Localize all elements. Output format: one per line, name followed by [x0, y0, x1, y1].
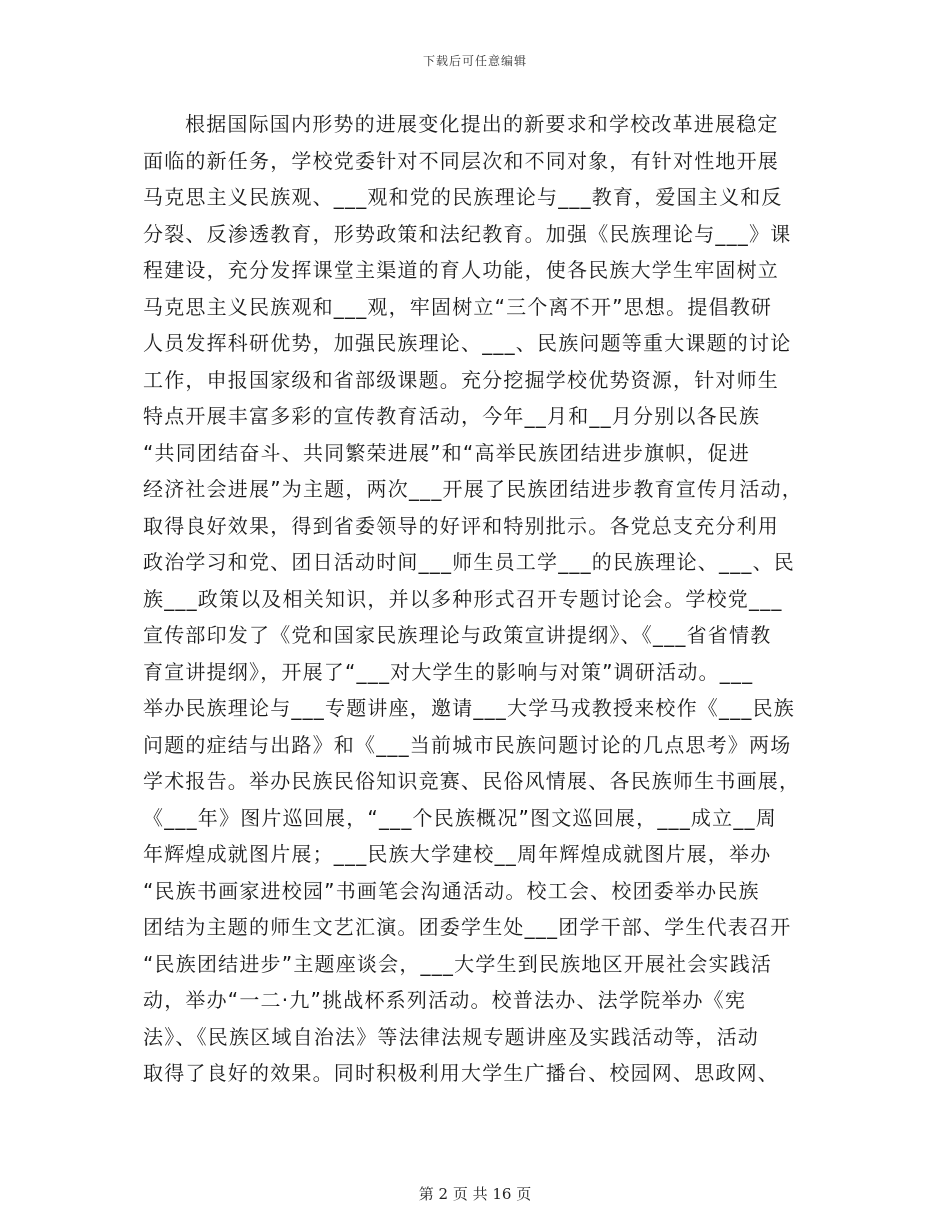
text-line: “共同团结奋斗、共同繁荣进展”和“高举民族团结进步旗帜，促进	[143, 440, 751, 465]
text-line: 分裂、反渗透教育，形势政策和法纪教育。加强《民族理论与___》课	[143, 221, 792, 246]
text-line: “民族团结进步”主题座谈会，___大学生到民族地区开展社会实践活	[143, 951, 773, 976]
text-line: 经济社会进展”为主题，两次___开展了民族团结进步教育宣传月活动，	[143, 477, 803, 501]
text-line: 《___年》图片巡回展，“___个民族概况”图文巡回展，___成立__周	[143, 805, 777, 830]
text-line: 团结为主题的师生文艺汇演。团委学生处___团学干部、学生代表召开	[143, 915, 792, 939]
text-line: 学术报告。举办民族民俗知识竞赛、民俗风情展、各民族师生书画展，	[143, 769, 801, 793]
text-line: 宣传部印发了《党和国家民族理论与政策宣讲提纲》、《___省省情教	[143, 623, 772, 647]
text-line: 问题的症结与出路》和《___当前城市民族问题讨论的几点思考》两场	[143, 732, 792, 757]
text-line: 动，举办“一二·九”挑战杯系列活动。校普法办、法学院举办《宪	[143, 988, 747, 1012]
text-line: 年辉煌成就图片展；___民族大学建校__周年辉煌成就图片展，举办	[143, 842, 772, 866]
text-line: 面临的新任务，学校党委针对不同层次和不同对象，有针对性地开展	[143, 148, 779, 173]
text-line: 取得良好效果，得到省委领导的好评和特别批示。各党总支充分利用	[143, 513, 779, 538]
text-line: 特点开展丰富多彩的宣传教育活动，今年__月和__月分别以各民族	[143, 404, 761, 428]
body-paragraph	[143, 106, 823, 1092]
text-line: 马克思主义民族观、___观和党的民族理论与___教育，爱国主义和反	[143, 185, 783, 209]
text-line: “民族书画家进校园”书画笔会沟通活动。校工会、校团委举办民族	[143, 878, 760, 903]
text-line: 人员发挥科研优势，加强民族理论、___、民族问题等重大课题的讨论	[143, 331, 792, 355]
text-line: 马克思主义民族观和___观，牢固树立“三个离不开”思想。提倡教研	[143, 294, 773, 319]
text-line: 程建设，充分发挥课堂主渠道的育人功能，使各民族大学生牢固树立	[143, 258, 779, 282]
text-line: 法》、《民族区域自治法》等法律法规专题讲座及实践活动等，活动	[143, 1024, 759, 1049]
text-line: 育宣讲提纲》，开展了“___对大学生的影响与对策”调研活动。___	[143, 659, 754, 684]
page-number: 第 2 页 共 16 页	[418, 1185, 532, 1203]
text-line: 工作，申报国家级和省部级课题。充分挖掘学校优势资源，针对师生	[143, 367, 779, 392]
text-line: 举办民族理论与___专题讲座，邀请___大学马戎教授来校作《___民族	[143, 696, 795, 720]
text-line: 族___政策以及相关知识，并以多种形式召开专题讨论会。学校党___	[143, 586, 783, 611]
text-line: 取得了良好的效果。同时积极利用大学生广播台、校园网、思政网、	[143, 1061, 779, 1085]
text-line: 政治学习和党、团日活动时间___师生员工学___的民族理论、___、民	[143, 550, 795, 574]
page-header: 下载后可任意编辑	[422, 54, 527, 68]
text-line: 根据国际国内形势的进展变化提出的新要求和学校改革进展稳定	[185, 112, 779, 136]
